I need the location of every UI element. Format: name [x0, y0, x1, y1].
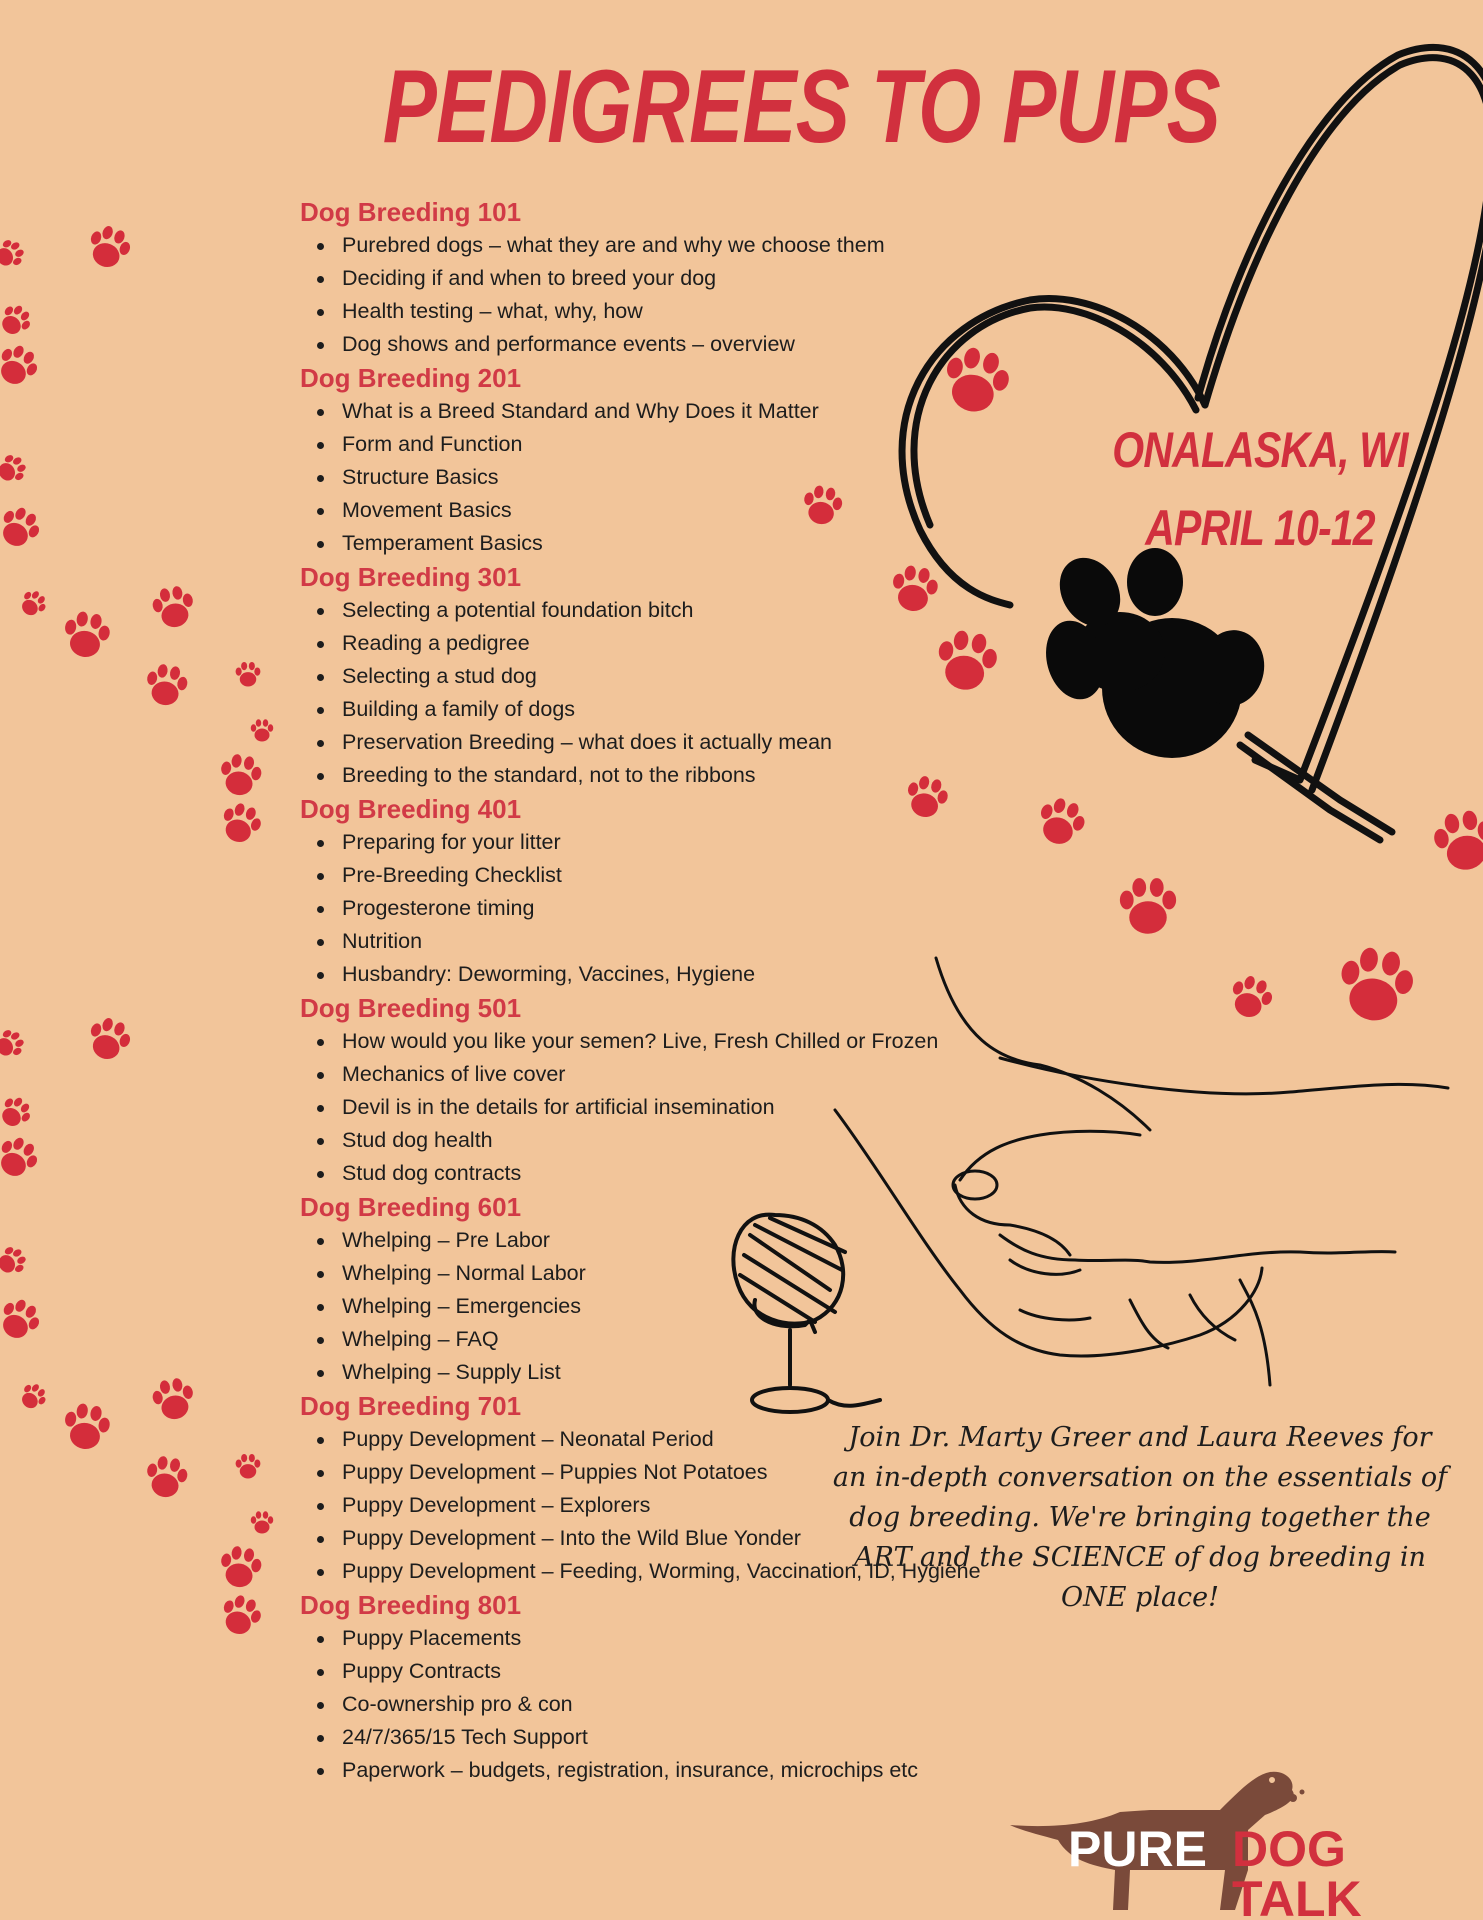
- topic-item: Puppy Development – Feeding, Worming, Vaccination, ID, Hygiene: [300, 1555, 1060, 1588]
- pure-dog-talk-logo: [1010, 1770, 1460, 1920]
- topic-list: [300, 826, 1060, 991]
- course-section: [300, 560, 1060, 792]
- topic-list: [300, 229, 1060, 361]
- topic-item: Whelping – Normal Labor: [300, 1257, 1060, 1290]
- topic-item: Dog shows and performance events – overview: [300, 328, 1060, 361]
- course-title: Dog Breeding 401: [300, 794, 522, 824]
- logo-word-pure: PURE: [1068, 1821, 1207, 1877]
- topic-item: Building a family of dogs: [300, 693, 1060, 726]
- topic-item: Puppy Development – Neonatal Period: [300, 1423, 1060, 1456]
- topic-item: Pre-Breeding Checklist: [300, 859, 1060, 892]
- topic-list: [300, 594, 1060, 792]
- course-section: [300, 1190, 1060, 1389]
- topic-item: Reading a pedigree: [300, 627, 1060, 660]
- topic-item: Progesterone timing: [300, 892, 1060, 925]
- course-title: Dog Breeding 201: [300, 363, 522, 393]
- topic-item: Paperwork – budgets, registration, insurance, microchips etc: [300, 1754, 1060, 1787]
- topic-item: Husbandry: Deworming, Vaccines, Hygiene: [300, 958, 1060, 991]
- topic-item: Selecting a potential foundation bitch: [300, 594, 1060, 627]
- topic-item: Nutrition: [300, 925, 1060, 958]
- topic-item: Whelping – Emergencies: [300, 1290, 1060, 1323]
- course-title: Dog Breeding 801: [300, 1590, 522, 1620]
- topic-list: [300, 395, 1060, 560]
- topic-item: Stud dog contracts: [300, 1157, 1060, 1190]
- topic-item: Selecting a stud dog: [300, 660, 1060, 693]
- topic-item: Whelping – Pre Labor: [300, 1224, 1060, 1257]
- course-section: [300, 195, 1060, 361]
- topic-list: [300, 1224, 1060, 1389]
- topic-item: What is a Breed Standard and Why Does it Matter: [300, 395, 1060, 428]
- topic-item: Structure Basics: [300, 461, 1060, 494]
- topic-list: [300, 1025, 1060, 1190]
- course-title: Dog Breeding 701: [300, 1391, 522, 1421]
- topic-item: Movement Basics: [300, 494, 1060, 527]
- topic-item: 24/7/365/15 Tech Support: [300, 1721, 1060, 1754]
- topic-item: Purebred dogs – what they are and why we choose them: [300, 229, 1060, 262]
- course-title: Dog Breeding 301: [300, 562, 522, 592]
- page-title: PEDIGREES TO PUPS: [382, 49, 1221, 165]
- topic-item: Puppy Contracts: [300, 1655, 1060, 1688]
- topic-item: Breeding to the standard, not to the ribbons: [300, 759, 1060, 792]
- course-section: [300, 361, 1060, 560]
- topic-item: Puppy Development – Puppies Not Potatoes: [300, 1456, 1060, 1489]
- topic-item: Co-ownership pro & con: [300, 1688, 1060, 1721]
- topic-item: Devil is in the details for artificial insemination: [300, 1091, 1060, 1124]
- topic-item: Puppy Development – Explorers: [300, 1489, 1060, 1522]
- course-title: Dog Breeding 101: [300, 197, 522, 227]
- event-dates: APRIL 10-12: [1145, 500, 1375, 556]
- topic-item: How would you like your semen? Live, Fresh Chilled or Frozen: [300, 1025, 1060, 1058]
- event-location: ONALASKA, WI: [1112, 422, 1408, 478]
- topic-item: Whelping – Supply List: [300, 1356, 1060, 1389]
- course-section: [300, 792, 1060, 991]
- topic-item: Whelping – FAQ: [300, 1323, 1060, 1356]
- logo-word-dog-talk: DOG TALK: [1232, 1821, 1362, 1920]
- topic-item: Preparing for your litter: [300, 826, 1060, 859]
- course-title: Dog Breeding 501: [300, 993, 522, 1023]
- topic-item: Deciding if and when to breed your dog: [300, 262, 1060, 295]
- event-description: Join Dr. Marty Greer and Laura Reeves for an in-depth conversation on the essentials of dog breeding. We're bringing together the ART and the SCIENCE of dog breeding in ONE place!: [832, 1422, 1448, 1613]
- topic-list: [300, 1622, 1060, 1787]
- topic-item: Health testing – what, why, how: [300, 295, 1060, 328]
- topic-item: Form and Function: [300, 428, 1060, 461]
- topic-item: Preservation Breeding – what does it actually mean: [300, 726, 1060, 759]
- course-section: [300, 991, 1060, 1190]
- topic-item: Puppy Placements: [300, 1622, 1060, 1655]
- course-title: Dog Breeding 601: [300, 1192, 522, 1222]
- topic-item: Stud dog health: [300, 1124, 1060, 1157]
- topic-item: Puppy Development – Into the Wild Blue Yonder: [300, 1522, 1060, 1555]
- topic-item: Mechanics of live cover: [300, 1058, 1060, 1091]
- topic-item: Temperament Basics: [300, 527, 1060, 560]
